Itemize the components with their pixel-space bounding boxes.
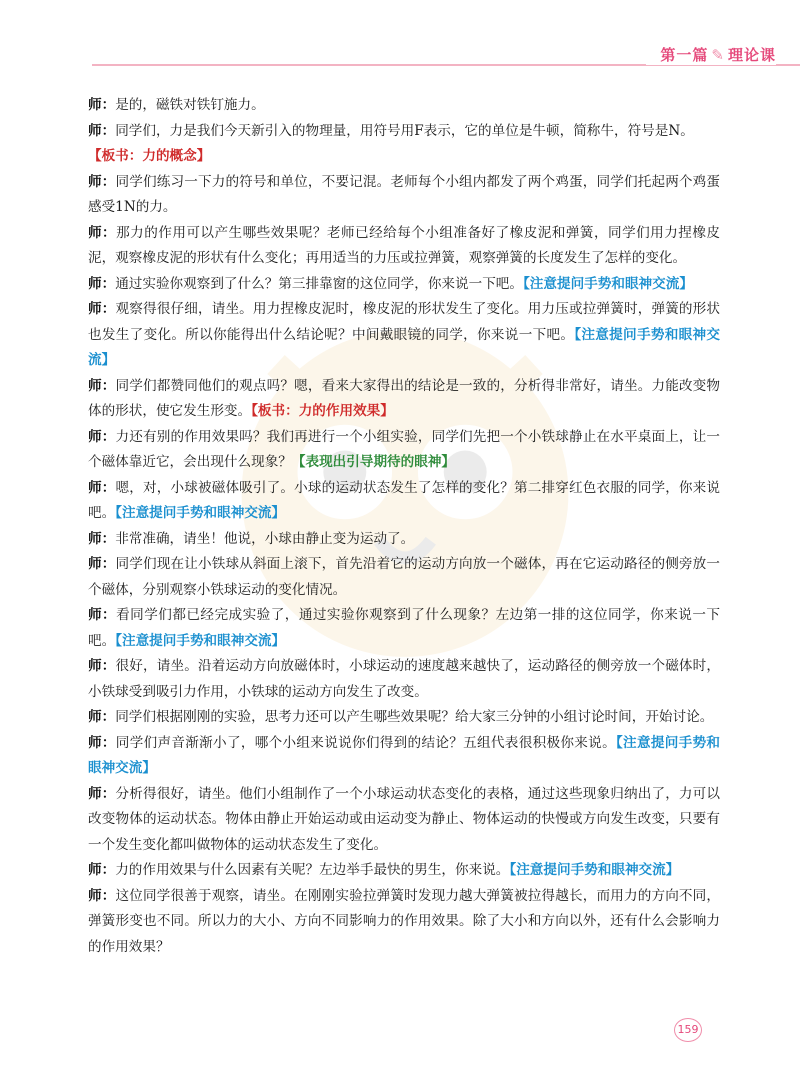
- teaching-note: 【注意提问手势和眼神交流】: [115, 505, 286, 521]
- speaker-label: 师：: [88, 377, 116, 394]
- expression-note: 【表现出引导期待的眼神】: [291, 454, 456, 470]
- dialogue-paragraph: [88, 297, 720, 374]
- paragraph-text: 同学们现在让小铁球从斜面上滚下，首先沿着它的运动方向放一个磁体，再在它运动路径的侧旁放一个磁体，分别观察小铁球运动的变化情况。: [88, 556, 721, 598]
- paragraph-text: 同学们声音渐渐小了，哪个小组来说说你们得到的结论？五组代表很积极你来说。: [115, 734, 616, 751]
- speaker-label: 师：: [88, 556, 116, 572]
- dialogue-paragraph: [88, 654, 720, 705]
- paragraph-text: 同学们，力是我们今天新引入的物理量，用符号用F表示，它的单位是牛顿，简称牛，符号是N。: [115, 122, 694, 139]
- dialogue-paragraph: [88, 476, 720, 527]
- page-header: [0, 40, 800, 72]
- speaker-label: 师：: [88, 709, 116, 725]
- dialogue-paragraph: [88, 884, 720, 961]
- header-separator-icon: ✎: [711, 46, 725, 64]
- teaching-note: 【注意提问手势和眼神交流】: [509, 862, 680, 878]
- paragraph-text: 很好，请坐。沿着运动方向放磁体时，小球运动的速度越来越快了，运动路径的侧旁放一个磁体时，小铁球受到吸引力作用，小铁球的运动方向发生了改变。: [88, 658, 721, 700]
- teaching-note: 【注意提问手势和眼神交流】: [115, 632, 286, 649]
- page-number: 159: [674, 1018, 702, 1042]
- speaker-label: 师：: [88, 479, 116, 496]
- speaker-label: 师：: [88, 428, 116, 445]
- paragraph-text: 力还有别的作用效果吗？我们再进行一个小组实验，同学们先把一个小铁球静止在水平桌面上，让一个磁体靠近它，会出现什么现象？: [88, 428, 721, 470]
- header-title: [646, 44, 776, 65]
- paragraph-text: 观察得很仔细，请坐。用力捏橡皮泥时，橡皮泥的形状发生了变化。用力压或拉弹簧时，弹簧的形状也发生了变化。所以你能得出什么结论呢？中间戴眼镜的同学，你来说一下吧。: [88, 301, 721, 343]
- dialogue-paragraph: [88, 93, 720, 119]
- speaker-label: 师：: [88, 530, 116, 547]
- dialogue-paragraph: [88, 705, 720, 731]
- paragraph-text: 同学们都赞同他们的观点吗？嗯，看来大家得出的结论是一致的，分析得非常好，请坐。力能改变物体的形状，使它发生形变。: [88, 377, 721, 419]
- dialogue-paragraph: [88, 603, 720, 654]
- main-content: [88, 93, 720, 960]
- paragraph-text: 看同学们都已经完成实验了，通过实验你观察到了什么现象？左边第一排的这位同学，你来说一下吧。: [88, 607, 720, 649]
- dialogue-paragraph: [88, 731, 720, 782]
- speaker-label: 师：: [88, 785, 116, 802]
- paragraph-text: 分析得很好，请坐。他们小组制作了一个小球运动状态变化的表格，通过这些现象归纳出了，力可以改变物体的运动状态。物体由静止开始运动或由运动变为静止、物体运动的快慢或方向发生改变，只要有一个发生变化都叫做物体的运动状态发生了变化。: [88, 785, 721, 853]
- speaker-label: 师：: [88, 607, 117, 623]
- speaker-label: 师：: [88, 658, 116, 674]
- speaker-label: 师：: [88, 275, 116, 292]
- dialogue-paragraph: [88, 527, 720, 553]
- paragraph-text: 非常准确，请坐！他说，小球由静止变为运动了。: [115, 530, 415, 547]
- paragraph-text: 同学们根据刚刚的实验，思考力还可以产生哪些效果呢？给大家三分钟的小组讨论时间，开始讨论。: [115, 709, 714, 725]
- speaker-label: 师：: [88, 173, 116, 190]
- header-part: 第一篇: [660, 46, 709, 64]
- dialogue-paragraph: [88, 170, 720, 221]
- paragraph-text: 通过实验你观察到了什么？第三排靠窗的这位同学，你来说一下吧。: [115, 275, 523, 292]
- dialogue-paragraph: [88, 374, 720, 425]
- dialogue-paragraph: [88, 144, 720, 170]
- speaker-label: 师：: [88, 887, 116, 904]
- paragraph-text: 是的，磁铁对铁钉施力。: [115, 97, 265, 113]
- header-section: 理论课: [727, 46, 776, 64]
- paragraph-text: 这位同学很善于观察，请坐。在刚刚实验拉弹簧时发现力越大弹簧被拉得越长，而用力的方向不同，弹簧形变也不同。所以力的大小、方向不同影响力的作用效果。除了大小和方向以外，还有什么会影响力的作用效果？: [88, 887, 721, 955]
- speaker-label: 师：: [88, 224, 117, 241]
- paragraph-text: 力的作用效果与什么因素有关呢？左边举手最快的男生，你来说。: [115, 862, 510, 878]
- blackboard-note: 【板书：力的作用效果】: [251, 403, 394, 419]
- dialogue-paragraph: [88, 272, 720, 298]
- speaker-label: 师：: [88, 122, 116, 139]
- teaching-note: 【注意提问手势和眼神交流】: [88, 326, 721, 368]
- paragraph-text: 同学们练习一下力的符号和单位，不要记混。老师每个小组内都发了两个鸡蛋，同学们托起两个鸡蛋感受1N的力。: [88, 173, 721, 215]
- blackboard-note: 【板书：力的概念】: [88, 148, 211, 164]
- speaker-label: 师：: [88, 97, 116, 113]
- dialogue-paragraph: [88, 425, 720, 476]
- teaching-note: 【注意提问手势和眼神交流】: [88, 734, 721, 776]
- speaker-label: 师：: [88, 301, 116, 317]
- paragraph-text: 嗯，对，小球被磁体吸引了。小球的运动状态发生了怎样的变化？第二排穿红色衣服的同学，你来说吧。: [88, 479, 721, 521]
- paragraph-text: 那力的作用可以产生哪些效果呢？老师已经给每个小组准备好了橡皮泥和弹簧，同学们用力捏橡皮泥，观察橡皮泥的形状有什么变化；再用适当的力压或拉弹簧，观察弹簧的长度发生了怎样的变化。: [88, 224, 720, 266]
- dialogue-paragraph: [88, 221, 720, 272]
- dialogue-paragraph: [88, 552, 720, 603]
- dialogue-paragraph: [88, 858, 720, 884]
- speaker-label: 师：: [88, 862, 116, 878]
- speaker-label: 师：: [88, 734, 116, 751]
- teaching-note: 【注意提问手势和眼神交流】: [523, 275, 693, 292]
- dialogue-paragraph: [88, 782, 720, 859]
- dialogue-paragraph: [88, 119, 720, 145]
